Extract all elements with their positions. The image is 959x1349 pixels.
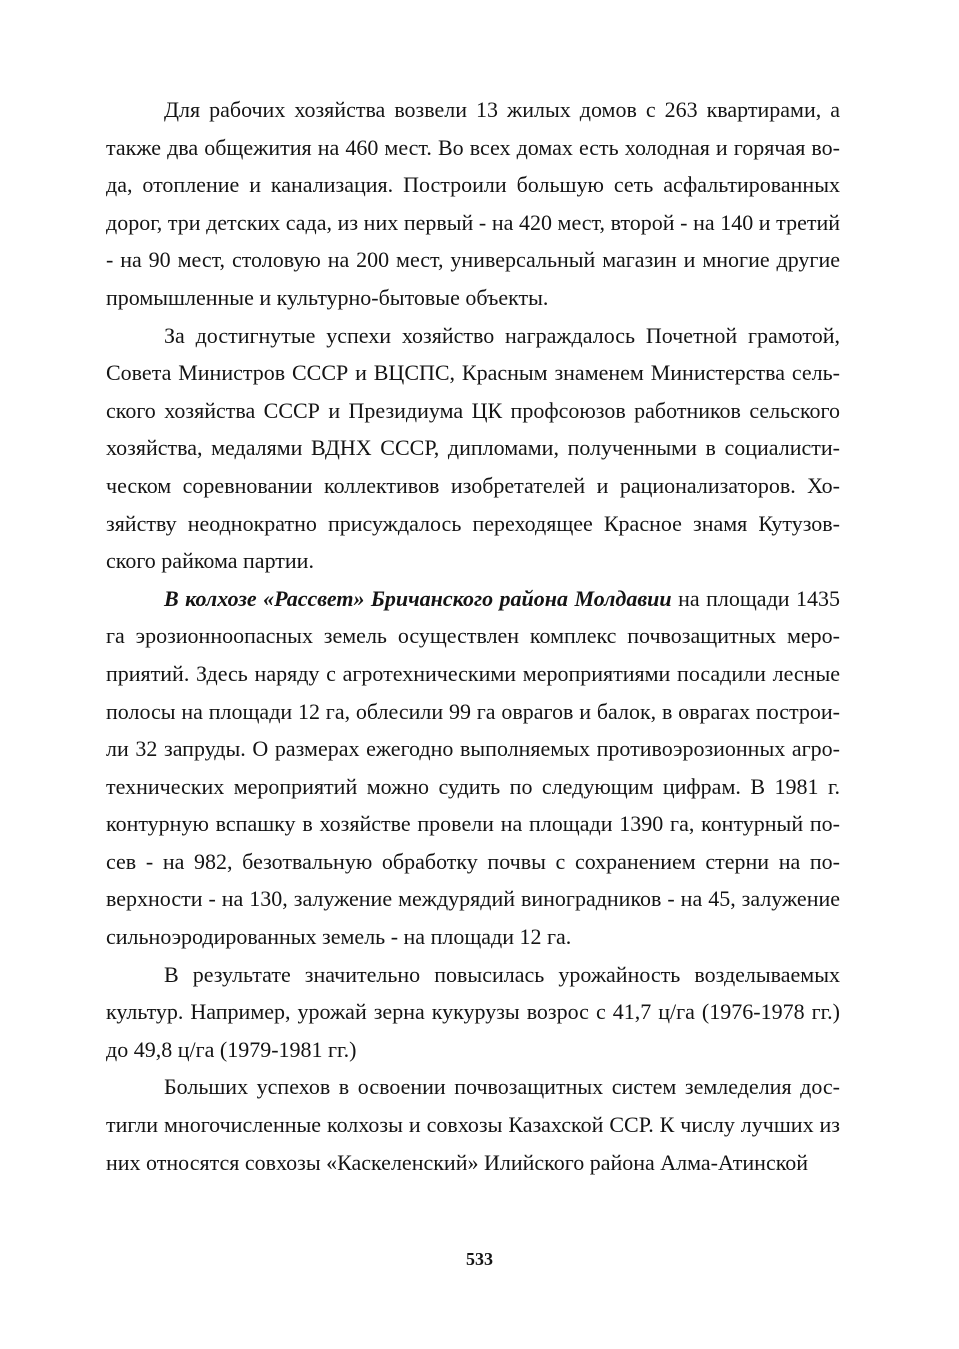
paragraph-text: За достигнутые успехи хозяйство награждалось Почетной грамотой, Совета Министров СССР и ВЦСПС, Красным знаменем Министерства сельского хозяйства СССР и Президиума ЦК профсоюзов работников сельского хозяйства, медалями ВДНХ СССР, дипломами, полученными в социалистическом соревновании коллективов изобретателей и рационализаторов. Хозяйству неоднократно присуждалось переходящее Красное знамя Кутузовского райкома партии. [106,322,840,574]
paragraph-text: В результате значительно повысилась урожайность возделываемых культур. Например, урожай зерна кукурузы возрос с 41,7 ц/га (1976-1978 гг.) до 49,8 ц/га (1979-1981 гг.) [106,961,840,1062]
paragraph-text: Для рабочих хозяйства возвели 13 жилых домов с 263 квартирами, а также два общежития на 460 мест. Во всех домах есть холодная и горячая вода, отопление и канализация. Построили большую сеть асфальтированных дорог, три детских сада, из них первый - на 420 мест, второй - на 140 и третий - на 90 мест, столовую на 200 мест, универсальный магазин и многие другие промышленные и культурно-бытовые объекты. [106,97,840,310]
paragraph-text: Больших успехов в освоении почвозащитных систем земледелия достигли многочисленные колхозы и совхозы Казахской ССР. К числу лучших из них относятся совхозы «Каскеленский» Илийского района Алма-Атинской [106,1074,840,1175]
page-number: 533 [466,1249,493,1269]
paragraph-workers-housing [106,91,840,317]
paragraph-lead-emphasis: В колхозе «Рассвет» Бричанского района Молдавии [164,585,672,611]
paragraph-kazakh-ssr [106,1068,840,1181]
paragraph-rassvet-kolkhoz [106,580,840,956]
body-text [106,91,840,1181]
paragraph-text: на площади 1435 га эрозионноопасных земель осуществлен комплекс почвозащитных мероприятий. Здесь наряду с агротехническими мероприятиями посадили лесные полосы на площади 12 га, облесили 99 га оврагов и балок, в оврагах построили 32 запруды. О размерах ежегодно выполняемых противоэрозионных агротехнических мероприятий можно судить по следующим цифрам. В 1981 г. контурную вспашку в хозяйстве провели на площади 1390 га, контурный посев - на 982, безотвальную обработку почвы с сохранением стерни на поверхности - на 130, залужение междурядий виноградников - на 45, залужение сильноэродированных земель - на площади 12 га. [106,585,841,950]
paragraph-yield-results [106,956,840,1069]
paragraph-awards [106,317,840,580]
